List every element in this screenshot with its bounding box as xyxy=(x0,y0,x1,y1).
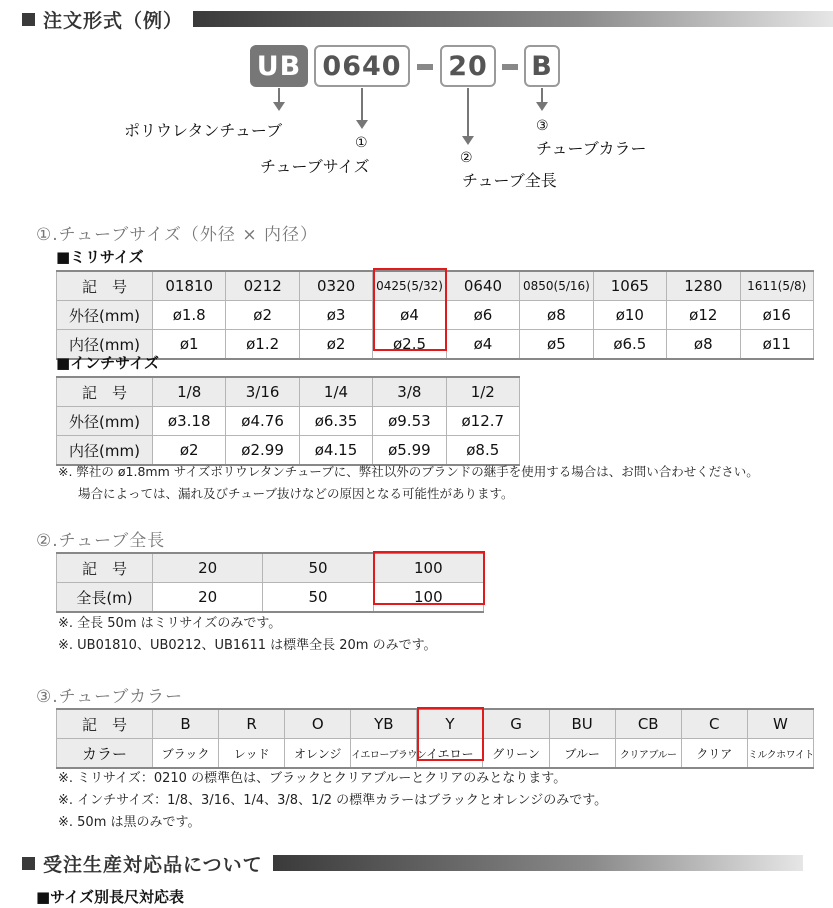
label-length: チューブ全長 xyxy=(462,171,557,190)
table-cell: イエローブラウン xyxy=(351,739,417,769)
table-cell: ø6.35 xyxy=(299,407,372,436)
arrow-down-icon xyxy=(462,136,474,145)
row-header: 記 号 xyxy=(57,271,153,301)
table-row xyxy=(57,407,520,436)
section-header-order-format xyxy=(22,8,833,30)
label-size: チューブサイズ xyxy=(260,157,370,176)
highlight-box-color xyxy=(417,707,484,761)
table-cell: ø1 xyxy=(153,330,226,360)
code-box-ub: UB xyxy=(250,45,308,87)
table-cell: ø9.53 xyxy=(373,407,446,436)
table-cell: ø8 xyxy=(520,301,593,330)
note-line: ※. UB01810、UB0212、UB1611 は標準全長 20m のみです。 xyxy=(58,638,437,653)
table-cell: 20 xyxy=(153,583,263,613)
table-cell: ø10 xyxy=(593,301,666,330)
section-title: 受注生産対応品について xyxy=(43,853,263,876)
note-line: ※. 全長 50m はミリサイズのみです。 xyxy=(58,616,282,631)
arrow-line-material xyxy=(278,88,280,102)
dash-2 xyxy=(502,64,518,70)
row-header: 記 号 xyxy=(57,377,153,407)
dash-1 xyxy=(417,64,433,70)
table-cell: ø8 xyxy=(667,330,740,360)
table-cell: ø2 xyxy=(226,301,299,330)
table-cell: ø1.2 xyxy=(226,330,299,360)
table-cell: ø2 xyxy=(299,330,372,360)
table-cell: 1065 xyxy=(593,271,666,301)
tube-size-heading: ①.チューブサイズ（外径 × 内径） xyxy=(36,225,318,245)
note-line: ※. 50m は黒のみです。 xyxy=(58,815,201,830)
gradient-bar xyxy=(193,11,833,27)
row-header: 内径(mm) xyxy=(57,436,153,466)
size-length-heading: ■サイズ別長尺対応表 xyxy=(36,888,184,906)
row-header: 記 号 xyxy=(57,553,153,583)
arrow-line-size xyxy=(361,88,363,120)
row-header: 全長(m) xyxy=(57,583,153,613)
table-cell: ø11 xyxy=(740,330,814,360)
table-cell: CB xyxy=(615,709,681,739)
table-cell: W xyxy=(747,709,813,739)
table-cell: ø12.7 xyxy=(446,407,519,436)
inch-size-heading: ■インチサイズ xyxy=(56,354,159,372)
table-cell: ø4 xyxy=(446,330,519,360)
table-cell: レッド xyxy=(219,739,285,769)
square-bullet-icon xyxy=(22,13,35,26)
table-cell: ø4 xyxy=(373,301,446,330)
table-cell: 3/8 xyxy=(373,377,446,407)
table-cell: 1611(5/8) xyxy=(740,271,814,301)
table-cell: 01810 xyxy=(153,271,226,301)
table-cell: ø5.99 xyxy=(373,436,446,466)
table-cell: C xyxy=(681,709,747,739)
code-box-length: 20 xyxy=(440,45,496,87)
table-row xyxy=(57,377,520,407)
table-cell: 0425(5/32) xyxy=(373,271,446,301)
table-cell: 100 xyxy=(373,583,483,613)
table-cell: ø3 xyxy=(299,301,372,330)
code-box-color: B xyxy=(524,45,560,87)
label-color: チューブカラー xyxy=(536,139,647,158)
arrow-down-icon xyxy=(273,102,285,111)
arrow-line-length xyxy=(467,88,469,136)
table-cell: ø5 xyxy=(520,330,593,360)
table-cell: 1280 xyxy=(667,271,740,301)
section-title: 注文形式（例） xyxy=(43,9,184,32)
arrow-down-icon xyxy=(356,120,368,129)
table-cell: ø2.99 xyxy=(226,436,299,466)
table-cell: ø2.5 xyxy=(373,330,446,360)
table-cell: グリーン xyxy=(483,739,549,769)
table-cell: ø2 xyxy=(153,436,226,466)
table-cell: G xyxy=(483,709,549,739)
table-cell: BU xyxy=(549,709,615,739)
tube-color-heading: ③.チューブカラー xyxy=(36,687,184,707)
label-material: ポリウレタンチューブ xyxy=(124,121,283,140)
table-cell: オレンジ xyxy=(285,739,351,769)
table-cell: R xyxy=(219,709,285,739)
gradient-bar xyxy=(273,855,803,871)
table-cell: 0640 xyxy=(446,271,519,301)
note-line: ※. 弊社の ø1.8mm サイズポリウレタンチューブに、弊社以外のブランドの継手を使用する場合は、お問い合わせください。 xyxy=(58,464,759,479)
table-cell: ミルクホワイト xyxy=(747,739,813,769)
arrow-line-color xyxy=(541,88,543,102)
code-box-size: 0640 xyxy=(314,45,410,87)
section-header-made-to-order xyxy=(22,852,803,874)
table-cell: 1/8 xyxy=(153,377,226,407)
table-cell: Y xyxy=(417,709,483,739)
table-cell: 3/16 xyxy=(226,377,299,407)
highlight-box-length xyxy=(373,551,485,605)
metric-size-heading: ■ミリサイズ xyxy=(56,248,144,266)
note-line: 場合によっては、漏れ及びチューブ抜けなどの原因となる可能性があります。 xyxy=(78,486,514,501)
table-cell: 0850(5/16) xyxy=(520,271,593,301)
table-cell: ブラック xyxy=(153,739,219,769)
row-header: カラー xyxy=(57,739,153,769)
table-cell: 1/2 xyxy=(446,377,519,407)
note-line: ※. ミリサイズ：0210 の標準色は、ブラックとクリアブルーとクリアのみとなります。 xyxy=(58,771,567,786)
square-bullet-icon xyxy=(22,857,35,870)
table-cell: ø1.8 xyxy=(153,301,226,330)
table-cell: 0212 xyxy=(226,271,299,301)
row-header: 外径(mm) xyxy=(57,407,153,436)
table-cell: 100 xyxy=(373,553,483,583)
note-line: ※. インチサイズ：1/8、3/16、1/4、3/8、1/2 の標準カラーはブラックとオレンジのみです。 xyxy=(58,793,608,808)
label-length-number: ② xyxy=(460,150,473,166)
table-cell: 1/4 xyxy=(299,377,372,407)
table-cell: B xyxy=(153,709,219,739)
table-cell: 50 xyxy=(263,553,373,583)
table-cell: ø16 xyxy=(740,301,814,330)
arrow-down-icon xyxy=(536,102,548,111)
table-cell: 0320 xyxy=(299,271,372,301)
table-cell: ø6 xyxy=(446,301,519,330)
label-color-number: ③ xyxy=(536,118,549,134)
tube-length-heading: ②.チューブ全長 xyxy=(36,531,166,551)
table-cell: 50 xyxy=(263,583,373,613)
inch-size-table xyxy=(56,376,520,466)
table-cell: ø8.5 xyxy=(446,436,519,466)
table-cell: ø4.15 xyxy=(299,436,372,466)
table-cell: ø3.18 xyxy=(153,407,226,436)
table-cell: 20 xyxy=(153,553,263,583)
table-cell: ø12 xyxy=(667,301,740,330)
table-cell: イエロー xyxy=(417,739,483,769)
table-row xyxy=(57,436,520,466)
table-cell: ブルー xyxy=(549,739,615,769)
table-cell: ø6.5 xyxy=(593,330,666,360)
table-cell: クリア xyxy=(681,739,747,769)
label-size-number: ① xyxy=(355,135,368,151)
row-header: 記 号 xyxy=(57,709,153,739)
highlight-box-size xyxy=(373,268,447,351)
table-cell: O xyxy=(285,709,351,739)
row-header: 外径(mm) xyxy=(57,301,153,330)
table-cell: ø4.76 xyxy=(226,407,299,436)
table-cell: クリアブルー xyxy=(615,739,681,769)
table-cell: YB xyxy=(351,709,417,739)
row-header: 内径(mm) xyxy=(57,330,153,360)
